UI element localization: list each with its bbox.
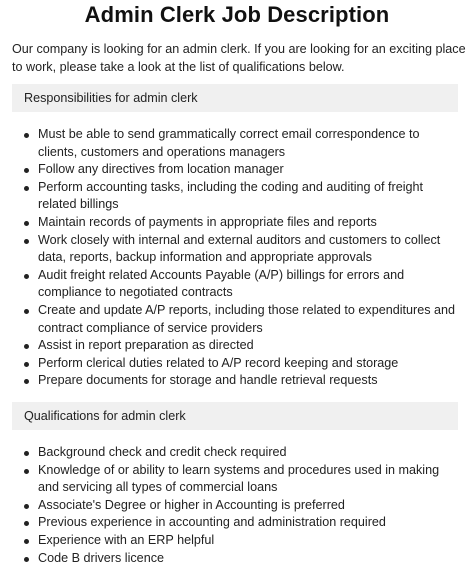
list-item: Audit freight related Accounts Payable (A/P) billings for errors and compliance to negotiated contracts [38,267,456,302]
page-title: Admin Clerk Job Description [84,2,390,27]
list-item: Perform accounting tasks, including the coding and auditing of freight related billings [38,179,456,214]
qualifications-heading: Qualifications for admin clerk [12,402,458,430]
list-item: Maintain records of payments in appropriate files and reports [38,214,456,232]
list-item: Experience with an ERP helpful [38,532,456,550]
list-item: Assist in report preparation as directed [38,337,456,355]
intro-paragraph: Our company is looking for an admin clerk. If you are looking for an exciting place to work, please take a look at the list of qualifications below. [12,42,466,74]
list-item: Associate's Degree or higher in Accounting is preferred [38,497,456,515]
list-item: Create and update A/P reports, including those related to expenditures and contract compliance of service providers [38,302,456,337]
list-item: Background check and credit check required [38,444,456,462]
list-item: Prepare documents for storage and handle retrieval requests [38,372,456,390]
list-item: Perform clerical duties related to A/P record keeping and storage [38,355,456,373]
qualifications-list [12,444,456,567]
list-item: Follow any directives from location manager [38,161,456,179]
list-item: Must be able to send grammatically correct email correspondence to clients, customers and operations managers [38,126,456,161]
list-item: Work closely with internal and external auditors and customers to collect data, reports, backup information and appropriate approvals [38,232,456,267]
list-item: Knowledge of or ability to learn systems and procedures used in making and servicing all types of commercial loans [38,462,456,497]
responsibilities-list [12,126,456,390]
list-item: Code B drivers licence [38,550,456,568]
responsibilities-heading: Responsibilities for admin clerk [12,84,458,112]
list-item: Previous experience in accounting and administration required [38,514,456,532]
